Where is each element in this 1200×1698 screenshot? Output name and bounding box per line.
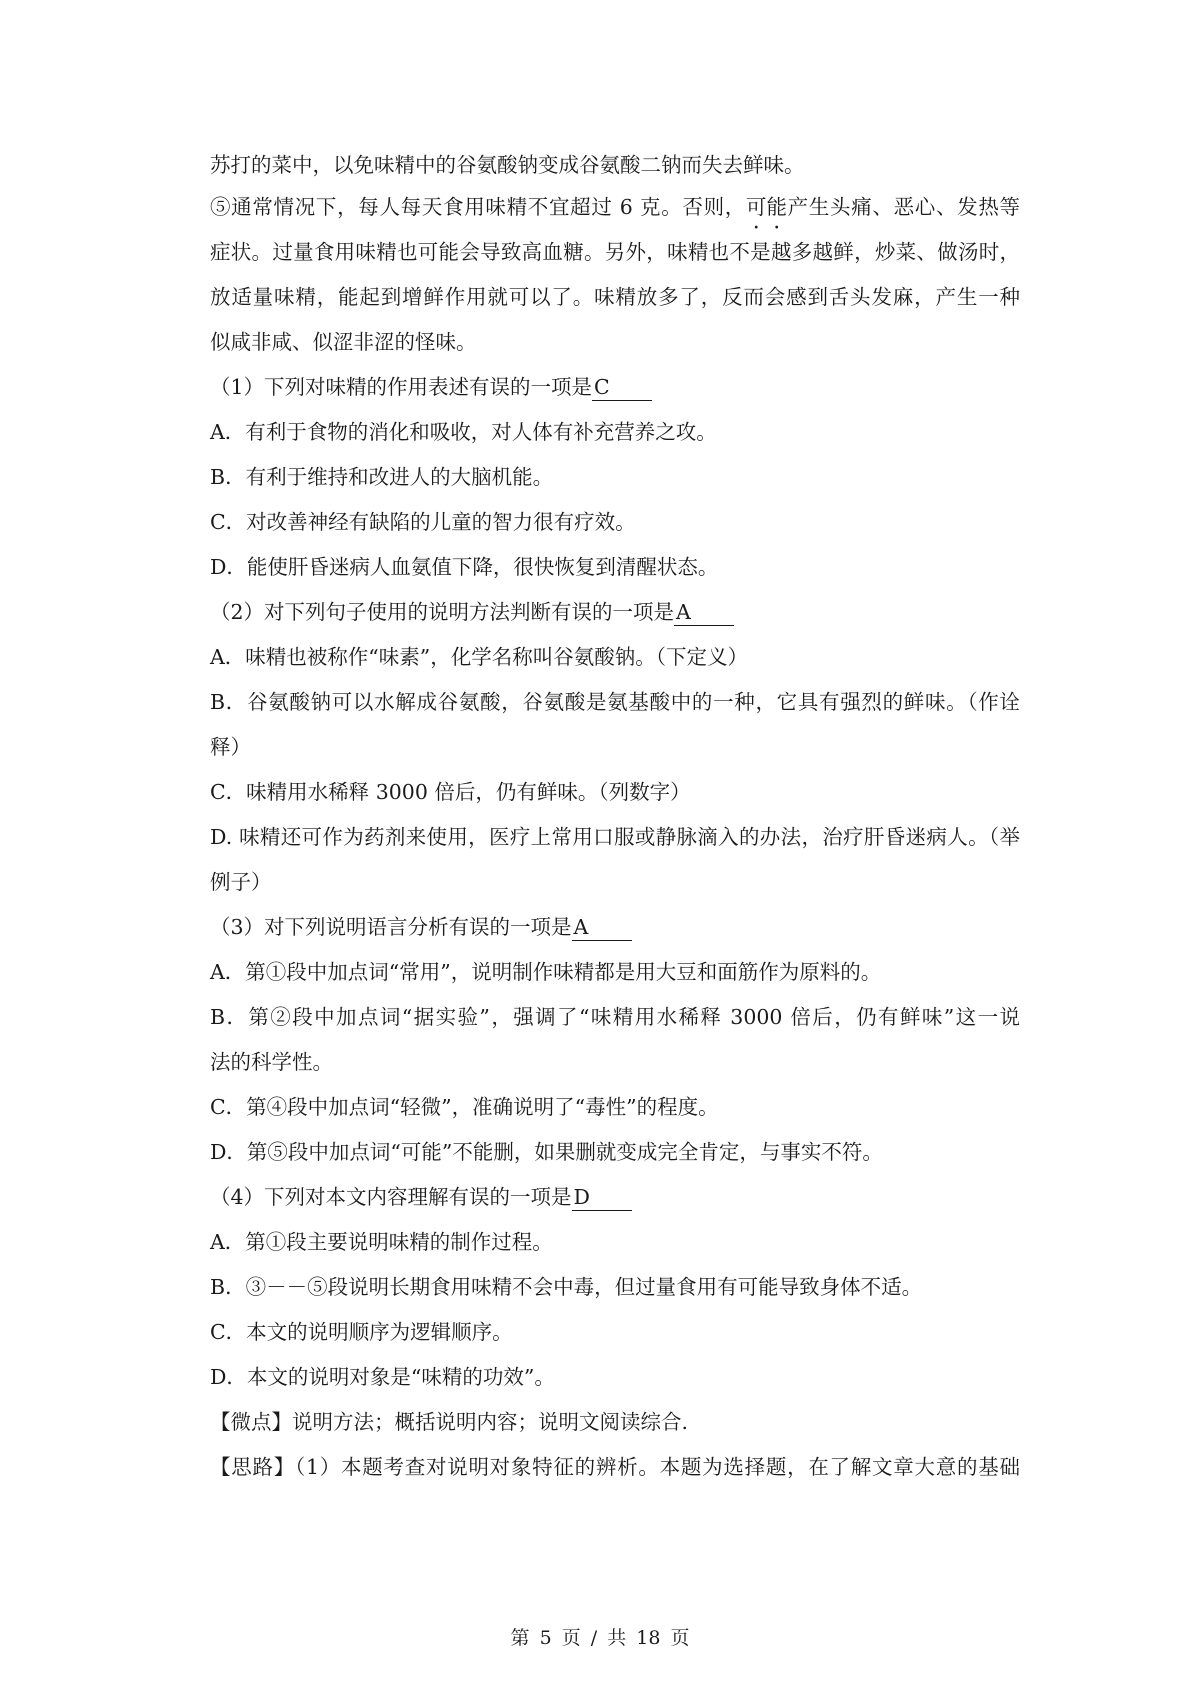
question-1-text: （1）下列对味精的作用表述有误的一项是 [210,375,593,399]
question-4-text: （4）下列对本文内容理解有误的一项是 [210,1185,572,1209]
question-3-stem [210,912,1020,942]
emphasis-dot-char: 能 [766,195,787,219]
question-4-stem [210,1182,1020,1212]
paragraph-5-line-1 [210,192,1020,222]
question-4-option-d: D．本文的说明对象是“味精的功效”。 [210,1365,555,1389]
emphasis-dot-char: 可 [745,195,767,219]
paragraph-5-line-2: 症状。过量食用味精也可能会导致高血糖。另外，味精也不是越多越鲜，炒菜、做汤时， [210,240,1020,264]
question-1-option-a: A．有利于食物的消化和吸收，对人体有补充营养之攻。 [210,420,717,444]
weidian-section: 【微点】说明方法；概括说明内容；说明文阅读综合. [210,1410,689,1434]
question-2-stem [210,597,1020,627]
silu-section: 【思路】（1）本题考查对说明对象特征的辨析。本题为选择题，在了解文章大意的基础 [210,1455,1020,1479]
question-2-option-b: B．谷氨酸钠可以水解成谷氨酸，谷氨酸是氨基酸中的一种，它具有强烈的鲜味。（作诠 [210,690,1020,714]
paragraph-5-text: 产生头痛、恶心、发热等 [786,195,1021,219]
question-4-option-c: C．本文的说明顺序为逻辑顺序。 [210,1320,513,1344]
paragraph-5-line-3: 放适量味精，能起到增鲜作用就可以了。味精放多了，反而会感到舌头发麻，产生一种 [210,285,1020,309]
question-3-option-c: C．第④段中加点词“轻微”，准确说明了“毒性”的程度。 [210,1095,719,1119]
question-4-option-b: B．③－－⑤段说明长期食用味精不会中毒，但过量食用有可能导致身体不适。 [210,1275,923,1299]
question-2-option-b-cont: 释） [210,735,251,759]
question-1-stem [210,372,1020,402]
paragraph-5-text: ⑤通常情况下，每人每天食用味精不宜超过 6 克。否则， [210,195,746,219]
question-3-answer: A [572,914,632,941]
question-2-option-a: A．味精也被称作“味素”，化学名称叫谷氨酸钠。（下定义） [210,645,749,669]
question-1-answer: C [592,374,652,401]
question-2-text: （2）对下列句子使用的说明方法判断有误的一项是 [210,600,675,624]
question-1-option-d: D．能使肝昏迷病人血氨值下降，很快恢复到清醒状态。 [210,555,719,579]
question-4-answer: D [572,1184,632,1211]
paragraph-5-line-4: 似咸非咸、似涩非涩的怪味。 [210,330,477,354]
question-2-option-c: C．味精用水稀释 3000 倍后，仍有鲜味。（列数字） [210,780,691,804]
question-3-option-d: D．第⑤段中加点词“可能”不能删，如果删就变成完全肯定，与事实不符。 [210,1140,883,1164]
question-4-option-a: A．第①段主要说明味精的制作过程。 [210,1230,553,1254]
page-footer: 第 5 页 / 共 18 页 [510,1627,690,1649]
question-3-option-b-cont: 法的科学性。 [210,1050,333,1074]
question-3-text: （3）对下列说明语言分析有误的一项是 [210,915,572,939]
question-3-option-a: A．第①段中加点词“常用”，说明制作味精都是用大豆和面筋作为原料的。 [210,960,882,984]
paragraph-4-tail: 苏打的菜中，以免味精中的谷氨酸钠变成谷氨酸二钠而失去鲜味。 [210,153,805,177]
question-1-option-b: B．有利于维持和改进人的大脑机能。 [210,465,554,489]
question-2-option-d: D. 味精还可作为药剂来使用，医疗上常用口服或静脉滴入的办法，治疗肝昏迷病人。（举 [210,825,1020,849]
question-1-option-c: C．对改善神经有缺陷的儿童的智力很有疗效。 [210,510,636,534]
question-3-option-b: B．第②段中加点词“据实验”，强调了“味精用水稀释 3000 倍后，仍有鲜味”这一说 [210,1005,1020,1029]
question-2-answer: A [674,599,734,626]
question-2-option-d-cont: 例子） [210,870,272,894]
